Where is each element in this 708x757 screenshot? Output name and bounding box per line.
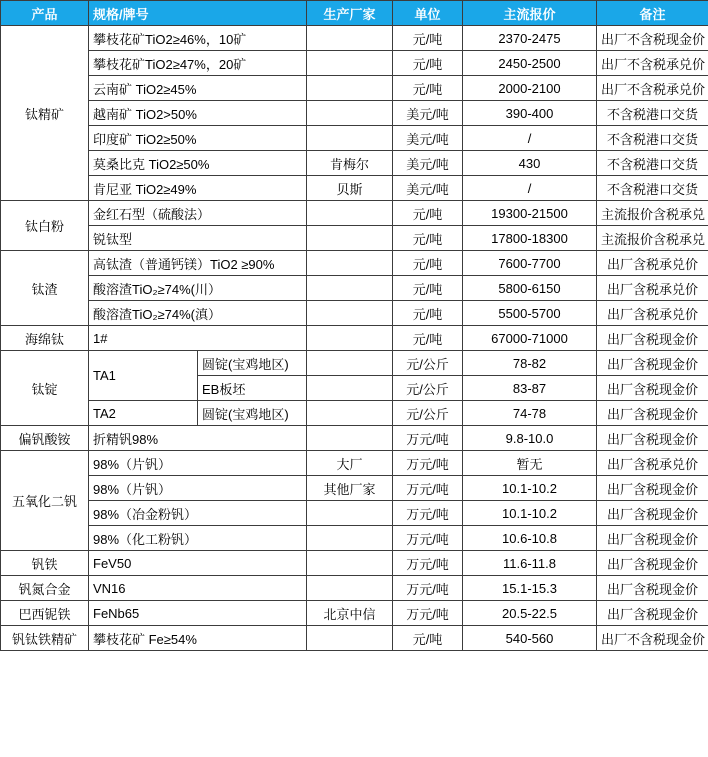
unit-cell: 美元/吨 <box>393 101 463 126</box>
table-row <box>1 451 708 476</box>
manufacturer-cell <box>307 101 393 126</box>
remark-cell: 不含税港口交货 <box>597 126 708 151</box>
unit-cell: 元/公斤 <box>393 376 463 401</box>
spec-cell: 锐钛型 <box>89 226 307 251</box>
column-header-product: 产品 <box>1 1 89 26</box>
remark-cell: 出厂含税现金价 <box>597 326 708 351</box>
price-cell: 540-560 <box>463 626 597 651</box>
spec-cell: VN16 <box>89 576 307 601</box>
unit-cell: 元/公斤 <box>393 401 463 426</box>
table-row <box>1 551 708 576</box>
remark-cell: 出厂含税现金价 <box>597 376 708 401</box>
spec-cell: 云南矿 TiO2≥45% <box>89 76 307 101</box>
unit-cell: 万元/吨 <box>393 426 463 451</box>
product-name-cell: 钒铁 <box>1 551 89 576</box>
manufacturer-cell <box>307 426 393 451</box>
table-row <box>1 401 708 426</box>
column-header-manufacturer: 生产厂家 <box>307 1 393 26</box>
spec-cell: 酸溶渣TiO₂≥74%(川） <box>89 276 307 301</box>
spec-cell: FeNb65 <box>89 601 307 626</box>
product-name-cell: 偏钒酸铵 <box>1 426 89 451</box>
price-cell: 2000-2100 <box>463 76 597 101</box>
unit-cell: 万元/吨 <box>393 601 463 626</box>
table-row <box>1 76 708 101</box>
price-cell: 9.8-10.0 <box>463 426 597 451</box>
price-cell: 5800-6150 <box>463 276 597 301</box>
unit-cell: 美元/吨 <box>393 151 463 176</box>
table-row <box>1 601 708 626</box>
remark-cell: 主流报价含税承兑 <box>597 226 708 251</box>
table-row <box>1 626 708 651</box>
manufacturer-cell <box>307 326 393 351</box>
price-cell: 10.1-10.2 <box>463 476 597 501</box>
spec-cell: 98%（化工粉钒） <box>89 526 307 551</box>
unit-cell: 万元/吨 <box>393 551 463 576</box>
spec-cell: 金红石型（硫酸法） <box>89 201 307 226</box>
table-row <box>1 301 708 326</box>
remark-cell: 出厂含税现金价 <box>597 526 708 551</box>
table-row <box>1 276 708 301</box>
product-name-cell: 五氧化二钒 <box>1 451 89 551</box>
spec-form-cell: 圆锭(宝鸡地区) <box>198 401 307 426</box>
table-row <box>1 201 708 226</box>
spec-cell: 肯尼亚 TiO2≥49% <box>89 176 307 201</box>
price-cell: 10.1-10.2 <box>463 501 597 526</box>
product-name-cell: 钒钛铁精矿 <box>1 626 89 651</box>
table-row <box>1 476 708 501</box>
table-row <box>1 251 708 276</box>
unit-cell: 美元/吨 <box>393 126 463 151</box>
spec-form-cell: 圆锭(宝鸡地区) <box>198 351 307 376</box>
manufacturer-cell: 北京中信 <box>307 601 393 626</box>
price-cell: 20.5-22.5 <box>463 601 597 626</box>
spec-cell: 越南矿 TiO2>50% <box>89 101 307 126</box>
price-cell: 390-400 <box>463 101 597 126</box>
price-cell: 15.1-15.3 <box>463 576 597 601</box>
remark-cell: 出厂含税承兑价 <box>597 276 708 301</box>
remark-cell: 出厂不含税承兑价 <box>597 76 708 101</box>
remark-cell: 出厂含税现金价 <box>597 551 708 576</box>
table-row <box>1 576 708 601</box>
table-row <box>1 351 708 376</box>
price-cell: 19300-21500 <box>463 201 597 226</box>
remark-cell: 出厂含税现金价 <box>597 426 708 451</box>
price-cell: 2450-2500 <box>463 51 597 76</box>
manufacturer-cell <box>307 126 393 151</box>
price-cell: 2370-2475 <box>463 26 597 51</box>
table-header <box>1 1 708 26</box>
remark-cell: 出厂含税现金价 <box>597 601 708 626</box>
remark-cell: 不含税港口交货 <box>597 176 708 201</box>
remark-cell: 不含税港口交货 <box>597 151 708 176</box>
column-header-remark: 备注 <box>597 1 708 26</box>
manufacturer-cell: 其他厂家 <box>307 476 393 501</box>
remark-cell: 主流报价含税承兑 <box>597 201 708 226</box>
table-row <box>1 526 708 551</box>
column-header-price: 主流报价 <box>463 1 597 26</box>
manufacturer-cell <box>307 26 393 51</box>
manufacturer-cell <box>307 626 393 651</box>
unit-cell: 万元/吨 <box>393 476 463 501</box>
spec-grade-cell: TA1 <box>89 351 198 401</box>
manufacturer-cell <box>307 551 393 576</box>
remark-cell: 出厂含税承兑价 <box>597 301 708 326</box>
manufacturer-cell <box>307 251 393 276</box>
spec-cell: FeV50 <box>89 551 307 576</box>
manufacturer-cell: 肯梅尔 <box>307 151 393 176</box>
column-header-unit: 单位 <box>393 1 463 26</box>
column-header-spec: 规格/牌号 <box>89 1 307 26</box>
spec-cell: 攀枝花矿 Fe≥54% <box>89 626 307 651</box>
unit-cell: 元/公斤 <box>393 351 463 376</box>
remark-cell: 出厂含税现金价 <box>597 351 708 376</box>
product-name-cell: 钒氮合金 <box>1 576 89 601</box>
header-row <box>1 1 708 26</box>
spec-cell: 攀枝花矿TiO2≥47%，20矿 <box>89 51 307 76</box>
price-cell: 5500-5700 <box>463 301 597 326</box>
remark-cell: 不含税港口交货 <box>597 101 708 126</box>
spec-grade-cell: TA2 <box>89 401 198 426</box>
price-cell: 78-82 <box>463 351 597 376</box>
manufacturer-cell <box>307 276 393 301</box>
spec-cell: 高钛渣（普通钙镁）TiO2 ≥90% <box>89 251 307 276</box>
price-cell: 10.6-10.8 <box>463 526 597 551</box>
manufacturer-cell <box>307 576 393 601</box>
product-name-cell: 海绵钛 <box>1 326 89 351</box>
unit-cell: 元/吨 <box>393 326 463 351</box>
manufacturer-cell <box>307 226 393 251</box>
manufacturer-cell <box>307 201 393 226</box>
table-row <box>1 126 708 151</box>
table-row <box>1 101 708 126</box>
price-cell: 11.6-11.8 <box>463 551 597 576</box>
manufacturer-cell: 大厂 <box>307 451 393 476</box>
unit-cell: 万元/吨 <box>393 501 463 526</box>
spec-cell: 98%（冶金粉钒） <box>89 501 307 526</box>
spec-cell: 98%（片钒） <box>89 451 307 476</box>
manufacturer-cell: 贝斯 <box>307 176 393 201</box>
manufacturer-cell <box>307 526 393 551</box>
table-body <box>1 26 708 651</box>
price-cell: 暂无 <box>463 451 597 476</box>
price-cell: / <box>463 126 597 151</box>
table-row <box>1 426 708 451</box>
unit-cell: 万元/吨 <box>393 451 463 476</box>
table-row <box>1 501 708 526</box>
unit-cell: 元/吨 <box>393 201 463 226</box>
table-row <box>1 26 708 51</box>
manufacturer-cell <box>307 401 393 426</box>
remark-cell: 出厂含税承兑价 <box>597 251 708 276</box>
remark-cell: 出厂不含税现金价 <box>597 626 708 651</box>
spec-form-cell: EB板坯 <box>198 376 307 401</box>
price-cell: 67000-71000 <box>463 326 597 351</box>
spec-cell: 98%（片钒） <box>89 476 307 501</box>
spec-cell: 攀枝花矿TiO2≥46%，10矿 <box>89 26 307 51</box>
remark-cell: 出厂含税现金价 <box>597 576 708 601</box>
spec-cell: 印度矿 TiO2≥50% <box>89 126 307 151</box>
unit-cell: 元/吨 <box>393 626 463 651</box>
price-cell: 7600-7700 <box>463 251 597 276</box>
unit-cell: 万元/吨 <box>393 576 463 601</box>
price-cell: 83-87 <box>463 376 597 401</box>
manufacturer-cell <box>307 301 393 326</box>
remark-cell: 出厂不含税现金价 <box>597 26 708 51</box>
remark-cell: 出厂不含税承兑价 <box>597 51 708 76</box>
price-cell: 74-78 <box>463 401 597 426</box>
manufacturer-cell <box>307 376 393 401</box>
unit-cell: 美元/吨 <box>393 176 463 201</box>
unit-cell: 元/吨 <box>393 26 463 51</box>
manufacturer-cell <box>307 51 393 76</box>
unit-cell: 元/吨 <box>393 51 463 76</box>
manufacturer-cell <box>307 76 393 101</box>
manufacturer-cell <box>307 351 393 376</box>
spec-cell: 酸溶渣TiO₂≥74%(滇） <box>89 301 307 326</box>
unit-cell: 元/吨 <box>393 301 463 326</box>
table-row <box>1 226 708 251</box>
price-cell: 430 <box>463 151 597 176</box>
table-row <box>1 151 708 176</box>
table-row <box>1 176 708 201</box>
remark-cell: 出厂含税现金价 <box>597 501 708 526</box>
product-name-cell: 钛锭 <box>1 351 89 426</box>
price-cell: 17800-18300 <box>463 226 597 251</box>
price-cell: / <box>463 176 597 201</box>
spec-cell: 折精钒98% <box>89 426 307 451</box>
table-row <box>1 51 708 76</box>
table-row <box>1 326 708 351</box>
unit-cell: 元/吨 <box>393 276 463 301</box>
remark-cell: 出厂含税现金价 <box>597 476 708 501</box>
product-name-cell: 钛精矿 <box>1 26 89 201</box>
unit-cell: 元/吨 <box>393 251 463 276</box>
product-name-cell: 钛白粉 <box>1 201 89 251</box>
unit-cell: 元/吨 <box>393 76 463 101</box>
manufacturer-cell <box>307 501 393 526</box>
spec-cell: 莫桑比克 TiO2≥50% <box>89 151 307 176</box>
remark-cell: 出厂含税现金价 <box>597 401 708 426</box>
remark-cell: 出厂含税承兑价 <box>597 451 708 476</box>
unit-cell: 元/吨 <box>393 226 463 251</box>
spec-cell: 1# <box>89 326 307 351</box>
unit-cell: 万元/吨 <box>393 526 463 551</box>
product-name-cell: 钛渣 <box>1 251 89 326</box>
product-name-cell: 巴西铌铁 <box>1 601 89 626</box>
